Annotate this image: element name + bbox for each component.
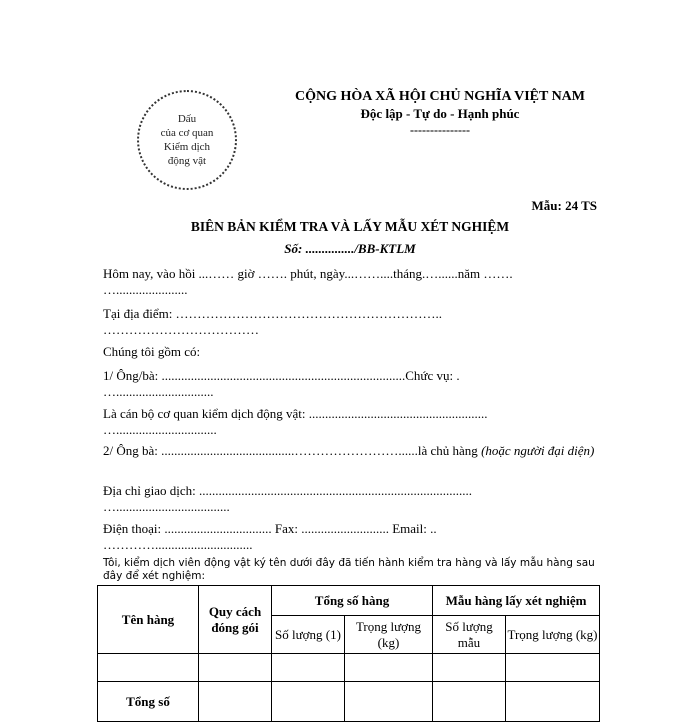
stamp-line: Kiểm dịch bbox=[163, 141, 211, 153]
stamp-line: động vật bbox=[167, 155, 207, 167]
datetime-field bbox=[103, 266, 600, 298]
national-header bbox=[280, 88, 600, 139]
stamp-line: Dấu bbox=[177, 113, 197, 125]
stamp-line: của cơ quan bbox=[160, 127, 214, 139]
contact-continuation: ………….............................. bbox=[103, 537, 253, 552]
national-motto: Độc lập - Tự do - Hạnh phúc bbox=[360, 106, 520, 121]
header-sample-weight: Trọng lượng (kg) bbox=[506, 616, 600, 654]
location-line: Tại địa điểm: …………………………………………………….. bbox=[103, 306, 443, 321]
person2-note: (hoặc người đại diện) bbox=[481, 443, 595, 458]
table-header-row bbox=[98, 586, 600, 616]
address-continuation: …................................... bbox=[103, 499, 230, 514]
header-product-name: Tên hàng bbox=[98, 586, 199, 654]
document-number: Số: .............../BB-KTLM bbox=[284, 241, 416, 256]
document-title: BIÊN BẢN KIỂM TRA VÀ LẤY MẪU XÉT NGHIỆM bbox=[190, 219, 510, 234]
header-weight: Trọng lượng (kg) bbox=[345, 616, 433, 654]
header-packing: Quy cách đóng gói bbox=[199, 586, 272, 654]
address-field bbox=[103, 483, 600, 515]
stamp-placeholder bbox=[137, 90, 237, 190]
contact-line: Điện thoại: ................................. Fax: ........................... Email: .. bbox=[103, 521, 437, 536]
address-line: Địa chỉ giao dịch: .................................................................................... bbox=[103, 483, 473, 498]
datetime-line: Hôm nay, vào hồi ...…… giờ ……. phút, ngày...……....tháng.…......năm ……. bbox=[103, 266, 513, 281]
person1-continuation: ….............................. bbox=[103, 384, 214, 399]
contact-field bbox=[103, 521, 600, 553]
officer-field bbox=[103, 406, 600, 438]
header-total-goods: Tổng số hàng bbox=[272, 586, 433, 616]
sample-table bbox=[97, 585, 600, 722]
person2-line: 2/ Ông bà: .........................................……………………......là chủ hàng bbox=[103, 443, 482, 458]
members-heading: Chúng tôi gồm có: bbox=[103, 344, 201, 359]
officer-line: Là cán bộ cơ quan kiểm dịch động vật: ....................................................... bbox=[103, 406, 488, 421]
header-sample-quantity: Số lượng mẫu bbox=[433, 616, 506, 654]
officer-continuation: …............................... bbox=[103, 422, 217, 437]
person2-field bbox=[103, 443, 600, 459]
person1-field bbox=[103, 368, 600, 400]
location-continuation: ……………………………… bbox=[103, 322, 259, 337]
header-rule: --------------- bbox=[410, 123, 470, 137]
header-sample-goods: Mẫu hàng lấy xét nghiệm bbox=[433, 586, 600, 616]
form-code: Mẫu: 24 TS bbox=[531, 198, 597, 213]
total-label: Tổng số bbox=[98, 682, 199, 722]
table-row bbox=[98, 654, 600, 682]
inspection-statement: Tôi, kiểm dịch viên động vật ký tên dưới đây đã tiến hành kiểm tra hàng và lấy mẫu hàng sau đây để xét nghiệm: bbox=[103, 557, 595, 582]
datetime-continuation: …...................... bbox=[103, 282, 188, 297]
location-field bbox=[103, 306, 600, 338]
table-total-row bbox=[98, 682, 600, 722]
nation-name: CỘNG HÒA XÃ HỘI CHỦ NGHĨA VIỆT NAM bbox=[294, 89, 585, 104]
person1-line: 1/ Ông/bà: ...........................................................................Chức vụ: . bbox=[103, 368, 460, 383]
header-quantity: Số lượng (1) bbox=[272, 616, 345, 654]
